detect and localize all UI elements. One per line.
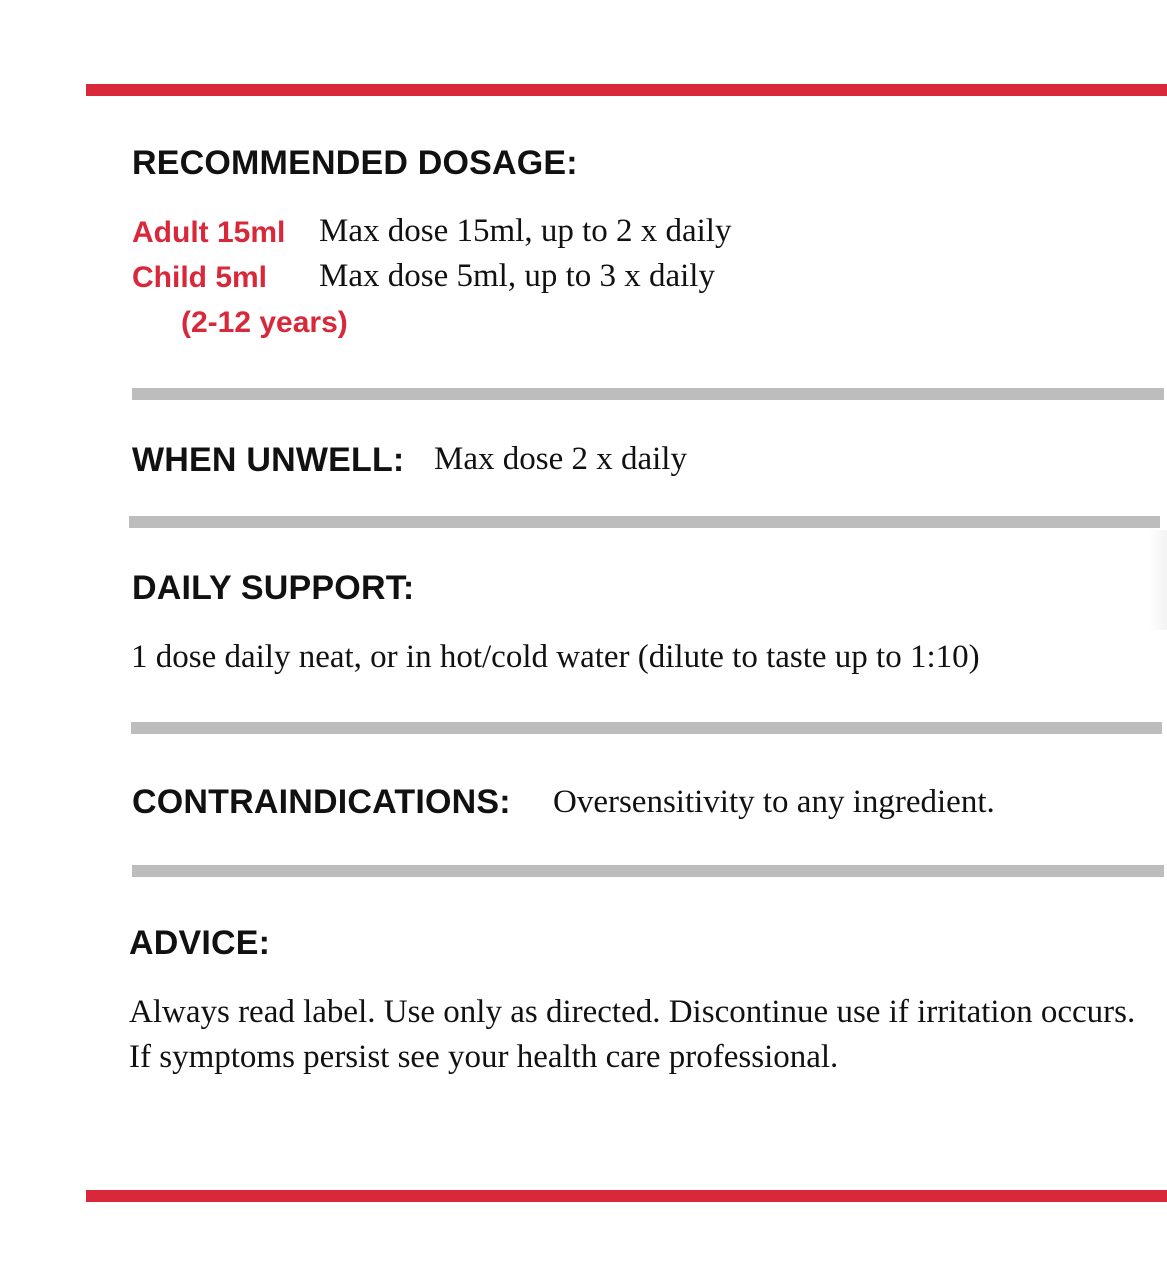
child-age-note: (2-12 years) <box>181 306 348 339</box>
daily-support-text: 1 dose daily neat, or in hot/cold water (dilute to taste up to 1:10) <box>131 639 980 675</box>
adult-dose-detail: Max dose 15ml, up to 2 x daily <box>319 213 732 249</box>
daily-support-heading: DAILY SUPPORT: <box>132 569 415 607</box>
edge-shadow <box>1149 530 1167 630</box>
advice-heading: ADVICE: <box>129 924 271 962</box>
divider-2 <box>129 516 1160 528</box>
divider-1 <box>132 388 1164 400</box>
top-red-divider <box>86 84 1167 96</box>
bottom-red-divider <box>86 1190 1167 1202</box>
child-dose-label: Child 5ml <box>132 261 268 294</box>
when-unwell-text: Max dose 2 x daily <box>434 441 687 477</box>
divider-4 <box>132 865 1164 877</box>
child-dose-detail: Max dose 5ml, up to 3 x daily <box>319 258 715 294</box>
when-unwell-heading: WHEN UNWELL: <box>132 441 405 479</box>
contraindications-text: Oversensitivity to any ingredient. <box>553 784 995 820</box>
dosage-heading: RECOMMENDED DOSAGE: <box>132 144 578 182</box>
contraindications-heading: CONTRAINDICATIONS: <box>132 783 511 821</box>
adult-dose-label: Adult 15ml <box>132 216 286 249</box>
advice-text: Always read label. Use only as directed. Discontinue use if irritation occurs. If symptoms persist see your health care professional. <box>129 994 1136 1075</box>
divider-3 <box>131 722 1162 734</box>
